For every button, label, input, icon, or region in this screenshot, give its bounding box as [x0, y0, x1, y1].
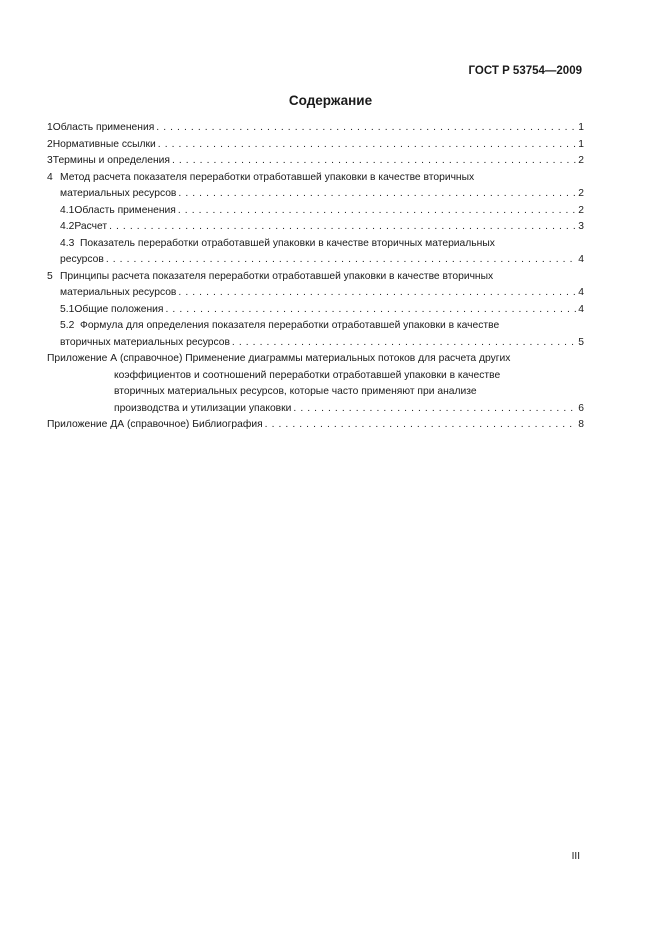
- toc-entry-page: 3: [578, 221, 584, 232]
- toc-entry-title: Расчет: [74, 221, 108, 232]
- toc-entry-title: Приложение ДА (справочное) Библиография: [47, 419, 263, 430]
- toc-entry-5-1[interactable]: [47, 302, 584, 319]
- dot-leader: [172, 153, 576, 170]
- toc-entry-appendix-a[interactable]: [47, 351, 584, 417]
- toc-entry-number: 4: [47, 171, 53, 183]
- dot-leader: [158, 137, 576, 154]
- dot-leader: [293, 401, 576, 418]
- toc-entry-number: 3: [47, 155, 53, 166]
- toc-entry-page: 5: [578, 336, 584, 348]
- toc-entry-page: 4: [578, 303, 584, 315]
- toc-entry-title-line2: коэффициентов и соотношений переработки отработавшей упаковки в качестве: [114, 369, 501, 381]
- toc-entry-number: 2: [47, 138, 53, 150]
- dot-leader: [232, 335, 576, 352]
- toc-entry-4-3[interactable]: [47, 236, 584, 269]
- standard-id: ГОСТ Р 53754—2009: [468, 65, 582, 77]
- toc-entry-title: Область применения: [52, 122, 155, 133]
- toc-entry-title: Область применения: [74, 204, 176, 216]
- toc-entry-number: 5: [47, 270, 53, 282]
- toc-entry-title: Нормативные ссылки: [52, 138, 156, 150]
- toc-entry-title: Термины и определения: [52, 155, 170, 166]
- toc-entry-title-line1: Метод расчета показателя переработки отработавшей упаковки в качестве вторичных: [60, 171, 475, 183]
- dot-leader: [156, 120, 576, 137]
- dot-leader: [166, 302, 577, 319]
- toc-entry-title-line1: Приложение А (справочное) Применение диаграммы материальных потоков для расчета других: [47, 353, 511, 364]
- toc-entry-2[interactable]: [47, 137, 584, 154]
- dot-leader: [178, 285, 576, 302]
- toc-entry-title-line2: материальных ресурсов: [60, 188, 177, 199]
- dot-leader: [178, 203, 576, 220]
- toc-entry-title-line2: вторичных материальных ресурсов: [60, 336, 230, 348]
- toc-entry-page: 4: [578, 254, 584, 265]
- toc-entry-page: 1: [578, 138, 584, 150]
- toc-entry-page: 2: [578, 204, 584, 216]
- toc-entry-4-2[interactable]: [47, 219, 584, 236]
- toc-entry-page: 6: [578, 402, 584, 414]
- toc-entry-title: Общие положения: [74, 303, 164, 315]
- toc-entry-title-line2: ресурсов: [60, 254, 104, 265]
- toc-entry-title-line1: Принципы расчета показателя переработки отработавшей упаковки в качестве вторичных: [60, 270, 494, 282]
- toc-entry-page: 8: [578, 419, 584, 430]
- toc-entry-page: 2: [578, 188, 584, 199]
- toc-entry-4[interactable]: [47, 170, 584, 203]
- toc-entry-page: 4: [578, 287, 584, 298]
- toc-entry-1[interactable]: [47, 120, 584, 137]
- dot-leader: [106, 252, 576, 269]
- toc-entry-title-line3: вторичных материальных ресурсов, которые часто применяют при анализе: [114, 386, 477, 397]
- page-number: III: [571, 851, 580, 862]
- table-of-contents: [47, 120, 584, 434]
- toc-entry-3[interactable]: [47, 153, 584, 170]
- toc-entry-5-2[interactable]: [47, 318, 584, 351]
- toc-entry-appendix-da[interactable]: [47, 417, 584, 434]
- toc-title: Содержание: [288, 93, 373, 108]
- dot-leader: [109, 219, 576, 236]
- toc-entry-title-line4: производства и утилизации упаковки: [114, 402, 292, 414]
- toc-entry-number: 4.3: [60, 237, 75, 249]
- toc-entry-4-1[interactable]: [47, 203, 584, 220]
- toc-entry-number: 4.2: [60, 221, 75, 232]
- dot-leader: [265, 417, 577, 434]
- toc-entry-page: 2: [578, 155, 584, 166]
- toc-entry-title-line1: Показатель переработки отработавшей упаковки в качестве вторичных материальных: [80, 237, 495, 249]
- toc-entry-number: 5.2: [60, 320, 75, 331]
- toc-entry-title-line1: Формула для определения показателя переработки отработавшей упаковки в качестве: [80, 320, 500, 331]
- dot-leader: [178, 186, 576, 203]
- toc-entry-5[interactable]: [47, 269, 584, 302]
- toc-entry-page: 1: [578, 122, 584, 133]
- toc-entry-title-line2: материальных ресурсов: [60, 287, 177, 298]
- toc-entry-number: 5.1: [60, 303, 75, 315]
- toc-entry-number: 4.1: [60, 204, 75, 216]
- toc-entry-number: 1: [47, 122, 53, 133]
